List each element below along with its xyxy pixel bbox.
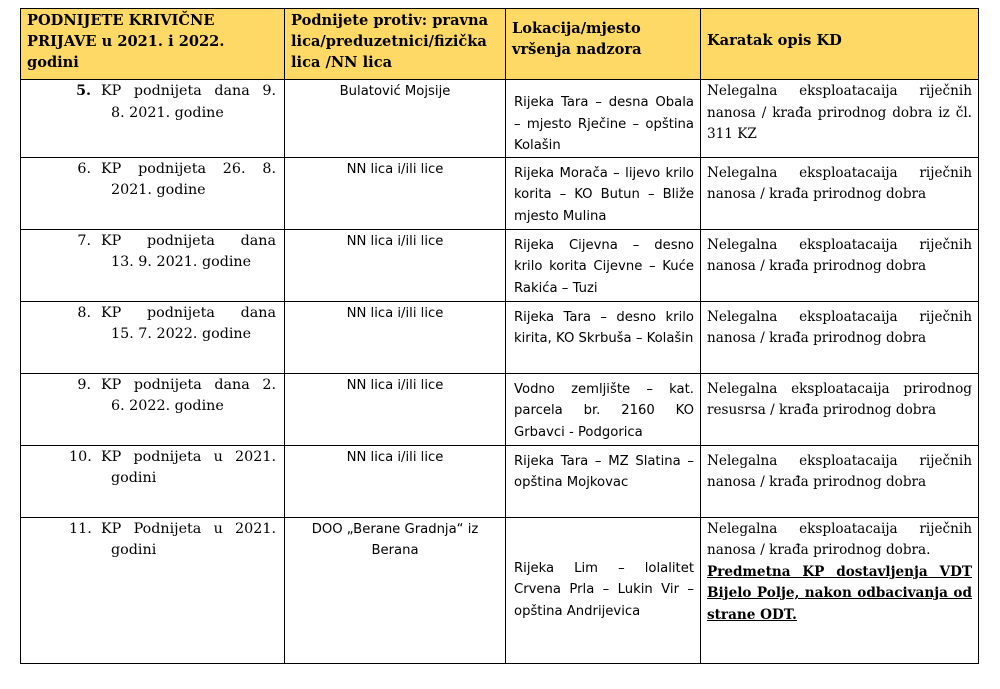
report-date: 15. 7. 2022. godine: [111, 326, 252, 342]
against-cell: NN lica i/ili lice: [285, 301, 506, 373]
row-number: 9.: [77, 376, 91, 393]
report-text: KP podnijeta u 2021.: [101, 448, 276, 465]
description-cell: Nelegalna eksploatacaija riječnih nanosa / krađa prirodnog dobra: [701, 229, 979, 301]
row-number: 8.: [77, 304, 91, 321]
location-cell: Rijeka Cijevna – desno krilo korita Cijevne – Kuće Rakića – Tuzi: [506, 229, 701, 301]
report-date: 13. 9. 2021. godine: [111, 254, 252, 270]
table-row: [21, 445, 979, 517]
description-text: Nelegalna eksploatacaija riječnih nanosa / krađa prirodnog dobra.: [707, 520, 972, 558]
row-number: 11.: [69, 520, 92, 537]
report-date: godini: [111, 542, 157, 558]
table-header-row: [21, 9, 979, 80]
against-cell: NN lica i/ili lice: [285, 445, 506, 517]
row-number: 10.: [69, 448, 92, 465]
location-cell: Vodno zemljište – kat. parcela br. 2160 KO Grbavci - Podgorica: [506, 373, 701, 445]
report-date: 2021. godine: [111, 182, 206, 198]
report-date: 8. 2021. godine: [111, 104, 224, 121]
location-cell: Rijeka Morača – lijevo krilo korita – KO Butun – Bliže mjesto Mulina: [506, 157, 701, 229]
description-cell: Nelegalna eksploatacaija riječnih nanosa / krađa prirodnog dobra: [701, 445, 979, 517]
table-row: [21, 301, 979, 373]
report-date: 6. 2022. godine: [111, 398, 224, 414]
against-cell: DOO „Berane Gradnja“ iz Berana: [285, 517, 506, 663]
report-cell: [21, 373, 285, 445]
description-cell: Nelegalna eksploatacaija prirodnog resusrsa / krađa prirodnog dobra: [701, 373, 979, 445]
location-cell: Rijeka Tara – MZ Slatina – opština Mojkovac: [506, 445, 701, 517]
against-cell: NN lica i/ili lice: [285, 157, 506, 229]
table-row: [21, 373, 979, 445]
criminal-reports-table: [20, 8, 979, 664]
against-cell: NN lica i/ili lice: [285, 373, 506, 445]
report-date: godini: [111, 470, 157, 486]
report-text: KP podnijeta dana 2.: [101, 376, 276, 393]
location-cell: Rijeka Tara – desna Obala – mjesto Rječine – opština Kolašin: [506, 80, 701, 158]
header-location: Lokacija/mjesto vršenja nadzora: [506, 9, 701, 80]
location-cell: Rijeka Tara – desno krilo kirita, KO Skrbuša – Kolašin: [506, 301, 701, 373]
table-row: [21, 229, 979, 301]
row-number: 5.: [76, 83, 91, 99]
report-text: KP podnijeta dana 9.: [101, 83, 276, 99]
against-cell: NN lica i/ili lice: [285, 229, 506, 301]
report-cell: [21, 157, 285, 229]
description-note: Predmetna KP dostavljenja VDT Bijelo Polje, nakon odbacivanja od strane ODT.: [707, 563, 972, 623]
header-reports: PODNIJETE KRIVIČNE PRIJAVE u 2021. i 2022. godini: [21, 9, 285, 80]
report-cell: [21, 229, 285, 301]
report-cell: [21, 301, 285, 373]
row-number: 6.: [77, 160, 91, 177]
header-description: Karatak opis KD: [701, 9, 979, 80]
table-row: [21, 157, 979, 229]
report-cell: [21, 80, 285, 158]
description-cell: Nelegalna eksploatacaija riječnih nanosa / krađa prirodnog dobra: [701, 157, 979, 229]
description-cell: Nelegalna eksploatacaija riječnih nanosa / krađa prirodnog dobra: [701, 301, 979, 373]
report-text: KP podnijeta 26. 8.: [101, 160, 276, 177]
header-against: Podnijete protiv: pravna lica/preduzetnici/fizička lica /NN lica: [285, 9, 506, 80]
against-cell: Bulatović Mojsije: [285, 80, 506, 158]
table-row: [21, 517, 979, 663]
report-text: KP Podnijeta u 2021.: [101, 520, 276, 537]
report-text: KP podnijeta dana: [101, 304, 276, 321]
location-cell: Rijeka Lim – lolalitet Crvena Prla – Lukin Vir – opština Andrijevica: [506, 517, 701, 663]
report-text: KP podnijeta dana: [101, 232, 276, 249]
description-cell: [701, 517, 979, 663]
description-cell: Nelegalna eksploatacaija riječnih nanosa / krađa prirodnog dobra iz čl. 311 KZ: [701, 80, 979, 158]
table-row: [21, 80, 979, 158]
report-cell: [21, 445, 285, 517]
row-number: 7.: [77, 232, 91, 249]
report-cell: [21, 517, 285, 663]
